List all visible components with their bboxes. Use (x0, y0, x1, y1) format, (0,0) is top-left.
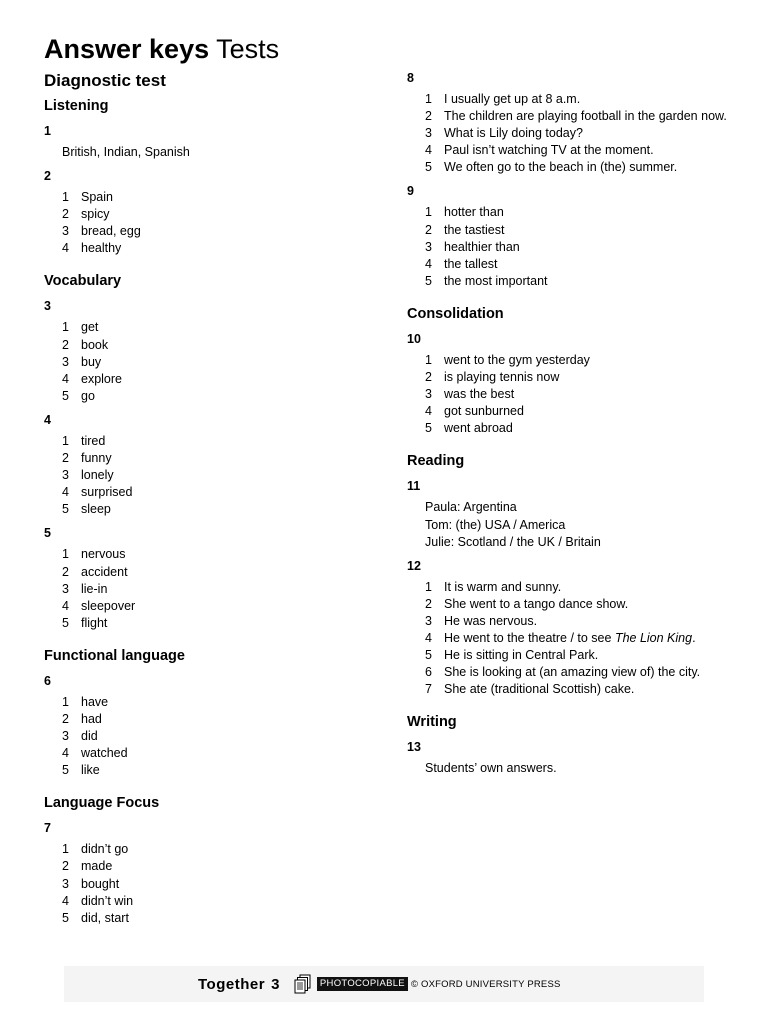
question-number: 3 (44, 299, 51, 314)
question-number: 7 (44, 821, 51, 836)
answer-text: accident (81, 564, 128, 579)
section-heading: Functional language (44, 647, 185, 664)
answer-text: bought (81, 876, 120, 891)
question-number: 9 (407, 184, 414, 199)
answer-text: She is looking at (an amazing view of) the city. (444, 665, 701, 680)
answer-number: 1 (425, 92, 432, 106)
answer-text: is playing tennis now (444, 370, 560, 385)
answer-line: Students’ own answers. (425, 761, 557, 776)
question-number: 11 (407, 479, 421, 494)
answer-text: bread, egg (81, 224, 141, 239)
answer-number: 1 (62, 547, 69, 562)
section-heading: Reading (407, 453, 465, 470)
answer-item (425, 664, 727, 681)
answer-list (62, 694, 374, 779)
answer-item (425, 222, 727, 239)
answer-list (425, 91, 727, 176)
question-number: 10 (407, 331, 421, 346)
answer-item (62, 388, 374, 405)
answer-text: go (81, 388, 95, 403)
answer-item (425, 125, 727, 142)
question-number: 12 (407, 558, 421, 573)
answer-item (62, 501, 374, 518)
answer-number: 2 (62, 207, 69, 222)
answer-number: 5 (62, 502, 69, 517)
answer-number: 4 (62, 241, 69, 256)
brand-level: 3 (271, 975, 280, 993)
answer-item (62, 728, 374, 745)
answer-text: got sunburned (444, 404, 524, 419)
answer-item (425, 420, 727, 437)
answer-number: 1 (62, 320, 69, 335)
answer-text: did, start (81, 910, 129, 925)
answer-item (62, 598, 374, 615)
answer-text: Spain (81, 190, 113, 205)
answer-text-block (425, 760, 727, 777)
answer-line: Tom: (the) USA / America (425, 517, 566, 532)
answer-number: 1 (62, 842, 69, 857)
answer-number: 3 (62, 354, 69, 369)
answer-item (425, 647, 727, 664)
answer-number: 4 (62, 746, 69, 761)
answer-list (62, 189, 374, 257)
answer-number: 2 (425, 596, 432, 611)
answer-number: 5 (425, 160, 432, 175)
answer-number: 4 (425, 404, 432, 419)
right-column (407, 70, 727, 777)
answer-number: 1 (62, 694, 69, 709)
publisher-credit: © OXFORD UNIVERSITY PRESS (410, 978, 561, 990)
answer-text: We often go to the beach in (the) summer. (444, 160, 678, 175)
footer (64, 966, 704, 1002)
answer-text: She ate (traditional Scottish) cake. (444, 682, 635, 697)
answer-number: 2 (425, 222, 432, 237)
answer-item (62, 615, 374, 632)
question-number: 1 (44, 124, 51, 138)
answer-number: 5 (425, 273, 432, 288)
answer-text: buy (81, 354, 102, 369)
answer-text: healthy (81, 241, 122, 256)
question-number: 5 (44, 526, 51, 541)
answer-number: 5 (62, 388, 69, 403)
answer-number: 2 (62, 451, 69, 466)
play-title: The Lion King (614, 630, 693, 645)
answer-number: 4 (62, 598, 69, 613)
answer-text: spicy (81, 207, 110, 222)
page-title-bold: Answer keys (44, 34, 210, 64)
answer-item (62, 745, 374, 762)
answer-number: 1 (425, 205, 432, 220)
answer-item (425, 352, 727, 369)
answer-item (62, 319, 374, 336)
answer-item (425, 369, 727, 386)
brand-name: Together (198, 975, 266, 993)
answer-number: 3 (62, 876, 69, 891)
answer-item (62, 711, 374, 728)
answer-list (425, 204, 727, 289)
answer-text: lie-in (81, 581, 108, 596)
answer-text: The children are playing football in the garden now. (444, 109, 727, 124)
answer-text: went to the gym yesterday (444, 352, 590, 367)
answer-list (425, 352, 727, 437)
answer-list (62, 433, 374, 518)
photocopy-icon (294, 974, 312, 994)
answer-item (62, 467, 374, 484)
answer-text: nervous (81, 547, 126, 562)
answer-number: 4 (62, 485, 69, 500)
question-number: 8 (407, 71, 414, 85)
answer-number: 4 (425, 143, 432, 158)
answer-text: get (81, 320, 99, 335)
answer-text: like (81, 763, 100, 778)
section-heading: Writing (407, 714, 457, 731)
answer-item (425, 256, 727, 273)
answer-text: had (81, 711, 102, 726)
answer-item (62, 910, 374, 927)
answer-list (62, 319, 374, 404)
answer-item (62, 581, 374, 598)
answer-number: 2 (425, 109, 432, 124)
answer-text: What is Lily doing today? (444, 126, 583, 141)
answer-text: It is warm and sunny. (444, 579, 562, 594)
answer-text: He went to the theatre / to see The Lion King. (444, 630, 696, 645)
answer-number: 1 (425, 352, 432, 367)
answer-number: 3 (62, 581, 69, 596)
answer-item (425, 579, 727, 596)
answer-number: 5 (62, 910, 69, 925)
answer-item (425, 91, 727, 108)
answer-item (62, 433, 374, 450)
answer-item (62, 694, 374, 711)
answer-text: the tallest (444, 256, 498, 271)
answer-text-block (62, 144, 374, 161)
answer-number: 3 (62, 729, 69, 744)
answer-number: 5 (425, 421, 432, 436)
answer-list (62, 546, 374, 631)
page-title (44, 32, 279, 66)
question-number: 6 (44, 673, 51, 688)
answer-item (62, 189, 374, 206)
section-heading: Vocabulary (44, 273, 122, 290)
section-heading: Language Focus (44, 795, 160, 812)
answer-text: did (81, 729, 98, 744)
answer-item (425, 681, 727, 698)
answer-text: book (81, 337, 109, 352)
answer-text: went abroad (444, 421, 513, 436)
answer-line: Paula: Argentina (425, 500, 517, 515)
answer-number: 3 (425, 126, 432, 141)
answer-text: He is sitting in Central Park. (444, 648, 599, 663)
answer-number: 3 (62, 224, 69, 239)
left-column (44, 70, 374, 927)
answer-item (62, 223, 374, 240)
answer-number: 4 (425, 256, 432, 271)
answer-text: sleep (81, 502, 111, 517)
answer-item (425, 239, 727, 256)
answer-text: made (81, 859, 113, 874)
answer-text: She went to a tango dance show. (444, 596, 629, 611)
answer-item (62, 371, 374, 388)
answer-item (425, 108, 727, 125)
answer-number: 2 (62, 564, 69, 579)
answer-text: healthier than (444, 239, 520, 254)
answer-text: I usually get up at 8 a.m. (444, 92, 581, 106)
answer-item (62, 858, 374, 875)
answer-item (62, 893, 374, 910)
answer-number: 1 (425, 579, 432, 594)
question-number: 13 (407, 740, 421, 755)
answer-number: 1 (62, 433, 69, 448)
answer-item (425, 204, 727, 221)
answer-item (62, 206, 374, 223)
answer-text: didn’t go (81, 842, 129, 857)
photocopiable-badge: PHOTOCOPIABLE (317, 977, 408, 991)
answer-item (425, 273, 727, 290)
answer-number: 2 (425, 370, 432, 385)
answer-number: 4 (425, 630, 432, 645)
question-number: 4 (44, 412, 51, 427)
answer-text: the tastiest (444, 222, 505, 237)
answer-text: was the best (444, 387, 515, 402)
answer-number: 4 (62, 893, 69, 908)
answer-text: flight (81, 615, 108, 630)
answer-text: Paul isn’t watching TV at the moment. (444, 143, 654, 158)
section-heading: Consolidation (407, 305, 504, 322)
answer-item (62, 762, 374, 779)
brand-logo (198, 976, 280, 993)
answer-number: 2 (62, 859, 69, 874)
answer-item (62, 354, 374, 371)
answer-item (425, 403, 727, 420)
answer-item (425, 142, 727, 159)
answer-item (62, 546, 374, 563)
answer-number: 3 (62, 468, 69, 483)
answer-text: the most important (444, 273, 548, 288)
question-number: 2 (44, 169, 51, 184)
answer-number: 5 (62, 615, 69, 630)
answer-number: 2 (62, 711, 69, 726)
answer-item (62, 240, 374, 257)
answer-number: 5 (425, 648, 432, 663)
answer-text: tired (81, 433, 106, 448)
answer-number: 1 (62, 190, 69, 205)
answer-text: explore (81, 371, 122, 386)
answer-text: sleepover (81, 598, 136, 613)
answer-text: He was nervous. (444, 613, 538, 628)
answer-number: 4 (62, 371, 69, 386)
answer-text: hotter than (444, 205, 504, 220)
answer-text: didn’t win (81, 893, 134, 908)
answer-number: 7 (425, 682, 432, 697)
answer-item (62, 450, 374, 467)
answer-item (425, 596, 727, 613)
answer-item (62, 841, 374, 858)
answer-number: 3 (425, 239, 432, 254)
answer-item (62, 337, 374, 354)
answer-line: Julie: Scotland / the UK / Britain (425, 534, 601, 549)
answer-number: 2 (62, 337, 69, 352)
answer-number: 6 (425, 665, 432, 680)
section-heading: Listening (44, 98, 109, 114)
answer-list (425, 579, 727, 699)
answer-number: 5 (62, 763, 69, 778)
answer-text: funny (81, 451, 112, 466)
answer-text: watched (81, 746, 128, 761)
answer-item (425, 630, 727, 647)
answer-line: British, Indian, Spanish (62, 145, 190, 159)
answer-item (62, 564, 374, 581)
answer-item (425, 159, 727, 176)
answer-item (62, 876, 374, 893)
page-title-light: Tests (216, 34, 280, 64)
answer-list (62, 841, 374, 926)
answer-number: 3 (425, 387, 432, 402)
answer-text: lonely (81, 468, 114, 483)
test-title: Diagnostic test (44, 71, 166, 90)
answer-text: have (81, 694, 109, 709)
answer-item (425, 613, 727, 630)
answer-item (62, 484, 374, 501)
answer-text-block (425, 499, 727, 550)
answer-number: 3 (425, 613, 432, 628)
answer-item (425, 386, 727, 403)
answer-text: surprised (81, 485, 133, 500)
